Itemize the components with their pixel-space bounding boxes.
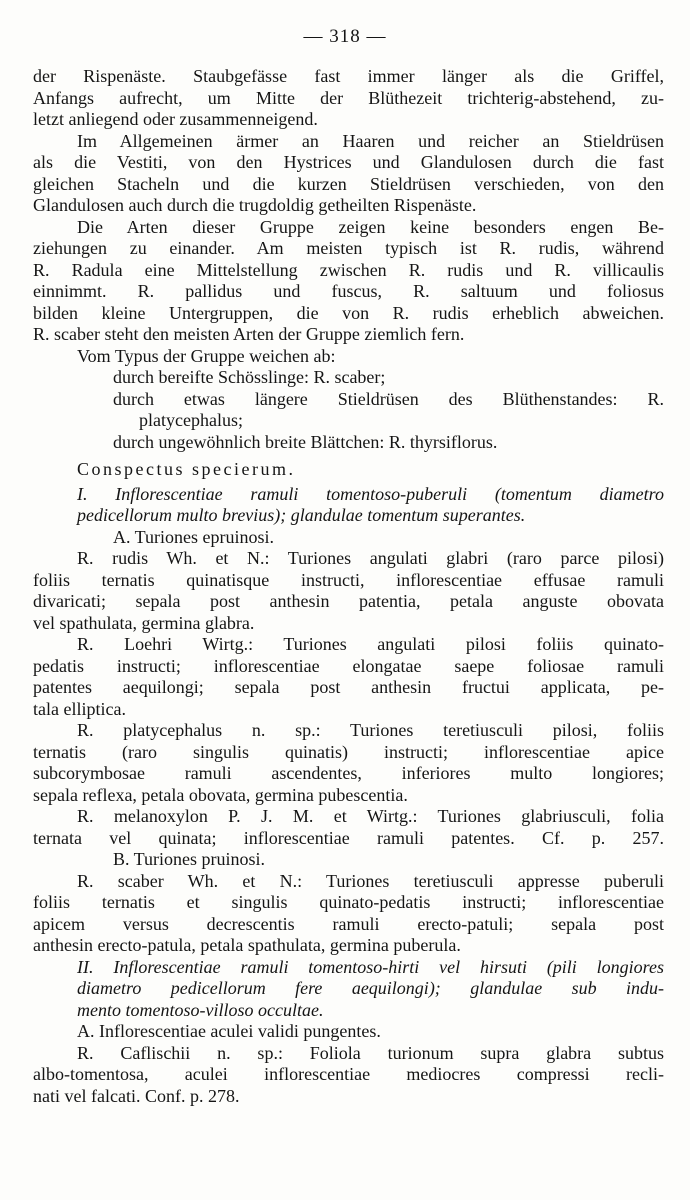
text-line: vel spathulata, germina glabra.: [33, 612, 255, 633]
text-line: der Rispenäste. Staubgefässe fast immer länger als die Griffel,: [33, 66, 664, 86]
text-line: gleichen Stacheln und die kurzen Stieldrüsen verschieden, von den: [33, 173, 664, 194]
body-text: [33, 66, 664, 1107]
text-line: letzt anliegend oder zusammenneigend.: [33, 109, 318, 129]
text-line: Die Arten dieser Gruppe zeigen keine besonders engen Be-: [77, 216, 664, 237]
text-line: durch bereifte Schösslinge: R. scaber;: [113, 367, 386, 387]
text-line: A. Turiones epruinosi.: [113, 526, 275, 547]
text-line: II. Inflorescentiae ramuli tomentoso-hirti vel hirsuti (pili longiores: [77, 956, 664, 977]
text-line: ziehungen zu einander. Am meisten typisch ist R. rudis, während: [33, 238, 664, 258]
text-line: R. rudis Wh. et N.: Turiones angulati glabri (raro parce pilosi): [77, 548, 664, 568]
text-line: I. Inflorescentiae ramuli tomentoso-puberuli (tomentum diametro: [77, 483, 664, 504]
text-line: ternatis (raro singulis quinatis) instructi; inflorescentiae apice: [33, 741, 664, 762]
text-line: als die Vestiti, von den Hystrices und Glandulosen durch die fast: [33, 152, 664, 172]
text-line: durch ungewöhnlich breite Blättchen: R. thyrsiflorus.: [113, 431, 498, 452]
text-line: pedicellorum multo brevius); glandulae tomentum superantes.: [77, 505, 526, 525]
text-line: R. scaber steht den meisten Arten der Gruppe ziemlich fern.: [33, 324, 465, 344]
text-line: tala elliptica.: [33, 698, 126, 719]
text-line: Glandulosen auch durch die trugdoldig getheilten Rispenäste.: [33, 195, 477, 215]
text-line: B. Turiones pruinosi.: [113, 849, 266, 869]
text-line: patentes aequilongi; sepala post anthesin fructui applicata, pe-: [33, 677, 664, 697]
text-line: foliis ternatis quinatisque instructi, inflorescentiae effusae ramuli: [33, 569, 664, 590]
text-line: einnimmt. R. pallidus und fuscus, R. saltuum und foliosus: [33, 281, 664, 301]
text-line: R. Loehri Wirtg.: Turiones angulati pilosi foliis quinato-: [77, 634, 664, 654]
text-line: platycephalus;: [139, 410, 243, 430]
text-line: apicem versus decrescentis ramuli erecto-patuli; sepala post: [33, 913, 664, 934]
text-line: mento tomentoso-villoso occultae.: [77, 999, 324, 1020]
text-line: pedatis instructi; inflorescentiae elongatae saepe foliosae ramuli: [33, 655, 664, 676]
text-line: albo-tomentosa, aculei inflorescentiae mediocres compressi recli-: [33, 1064, 664, 1084]
text-line: nati vel falcati. Conf. p. 278.: [33, 1085, 240, 1106]
text-line: Vom Typus der Gruppe weichen ab:: [77, 345, 336, 366]
text-line: Im Allgemeinen ärmer an Haaren und reicher an Stieldrüsen: [77, 130, 664, 151]
text-line: R. melanoxylon P. J. M. et Wirtg.: Turiones glabriusculi, folia: [77, 806, 664, 826]
text-line: R. scaber Wh. et N.: Turiones teretiusculi appresse puberuli: [77, 870, 664, 891]
text-line: R. Caflischii n. sp.: Foliola turionum supra glabra subtus: [77, 1042, 664, 1063]
text-line: durch etwas längere Stieldrüsen des Blüthenstandes: R.: [113, 388, 664, 409]
text-line: foliis ternatis et singulis quinato-pedatis instructi; inflorescentiae: [33, 892, 664, 912]
page-number: — 318 —: [303, 26, 387, 47]
text-line: sepala reflexa, petala obovata, germina pubescentia.: [33, 784, 408, 805]
text-line: R. Radula eine Mittelstellung zwischen R. rudis und R. villicaulis: [33, 259, 664, 280]
text-line: divaricati; sepala post anthesin patentia, petala anguste obovata: [33, 591, 664, 611]
text-line: ternata vel quinata; inflorescentiae ramuli patentes. Cf. p. 257.: [33, 827, 664, 848]
text-line: diametro pedicellorum fere aequilongi); glandulae sub indu-: [77, 978, 664, 998]
section-heading: Conspectus specierum.: [77, 459, 296, 479]
text-line: subcorymbosae ramuli ascendentes, inferiores multo longiores;: [33, 763, 664, 783]
text-line: anthesin erecto-patula, petala spathulata, germina puberula.: [33, 935, 461, 955]
text-line: A. Inflorescentiae aculei validi pungentes.: [77, 1021, 381, 1041]
text-line: Anfangs aufrecht, um Mitte der Blüthezeit trichterig-abstehend, zu-: [33, 87, 664, 108]
text-line: R. platycephalus n. sp.: Turiones teretiusculi pilosi, foliis: [77, 720, 664, 740]
text-line: bilden kleine Untergruppen, die von R. rudis erheblich abweichen.: [33, 302, 664, 323]
